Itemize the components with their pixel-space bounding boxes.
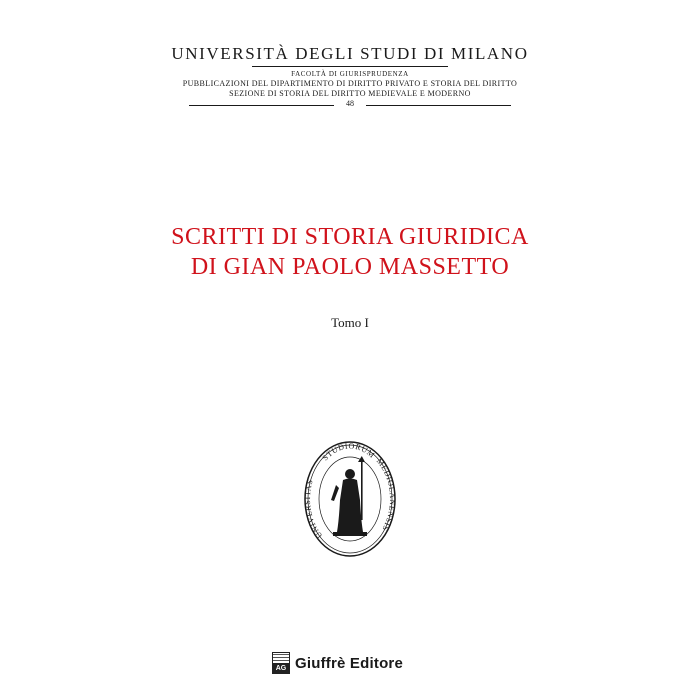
book-title-line-1: SCRITTI DI STORIA GIURIDICA: [171, 224, 529, 250]
seal-inscription-top: STUDIORUM: [320, 441, 377, 463]
header-rule: [252, 66, 448, 67]
university-seal-icon: [303, 440, 397, 558]
svg-text:MEDIOLANENSIS: [375, 457, 397, 533]
series-number: 48: [346, 99, 354, 108]
university-name: UNIVERSITÀ DEGLI STUDI DI MILANO: [171, 44, 529, 63]
faculty-name: FACOLTÀ DI GIURISPRUDENZA: [291, 70, 409, 78]
seal-figure: [331, 456, 367, 536]
series-number-row: [189, 99, 511, 111]
seal-inscription-right: MEDIOLANENSIS: [374, 456, 397, 533]
publisher-logo-icon: [272, 652, 290, 674]
series-rule-right: [366, 105, 511, 106]
publisher: [272, 652, 403, 674]
svg-text:UNIVERSITAS: [303, 478, 324, 540]
svg-text:STUDIORUM: [321, 441, 377, 462]
series-rule-left: [189, 105, 334, 106]
publication-line-2: SEZIONE DI STORIA DEL DIRITTO MEDIEVALE E MODERNO: [229, 89, 471, 98]
publisher-logo-text: AG: [273, 664, 289, 673]
book-title-line-2: DI GIAN PAOLO MASSETTO: [190, 254, 510, 280]
publication-line-1: PUBBLICAZIONI DEL DIPARTIMENTO DI DIRITTO PRIVATO E STORIA DEL DIRITTO: [182, 79, 518, 88]
seal-inscription-left: UNIVERSITAS: [303, 478, 325, 540]
publisher-name: Giuffrè Editore: [295, 654, 404, 672]
volume-label: Tomo I: [331, 315, 369, 330]
